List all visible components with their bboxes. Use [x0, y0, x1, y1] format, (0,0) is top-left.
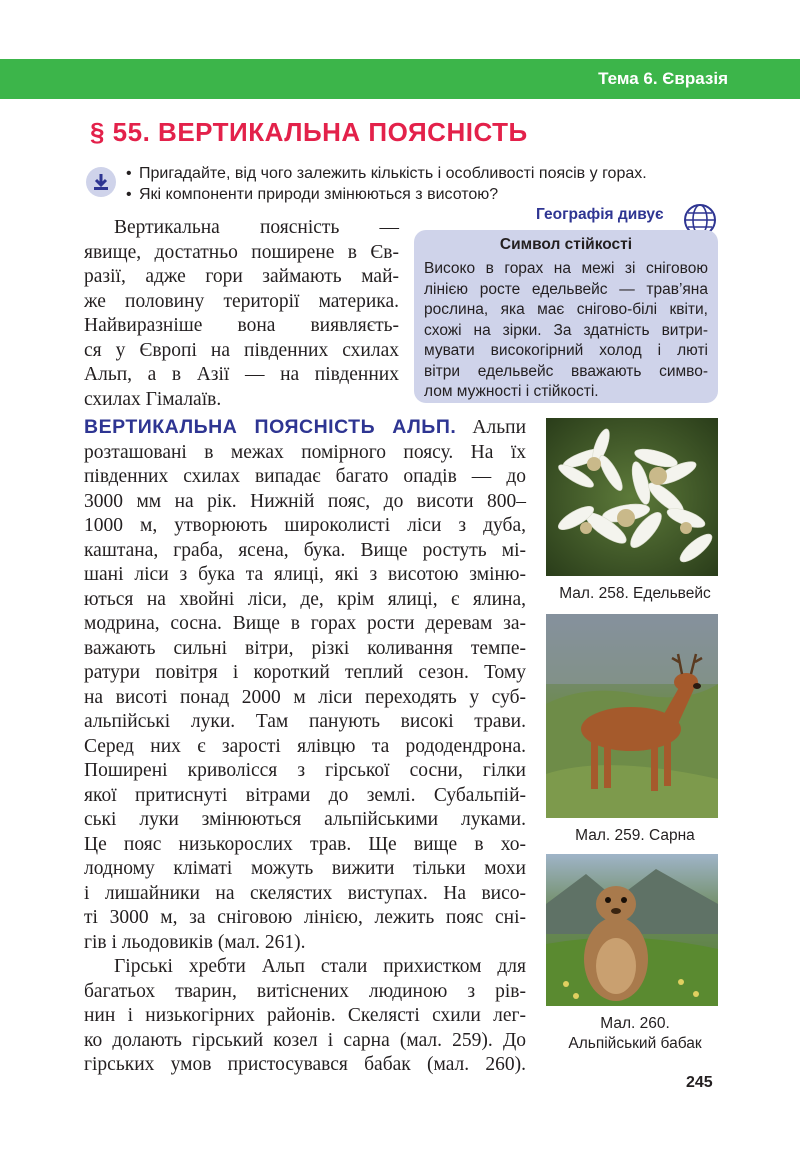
- text-line: ратури повітря і короткий теплий сезон. Тому: [84, 662, 526, 683]
- download-icon[interactable]: [86, 167, 116, 197]
- text-line: нин і низькогірних районів. Скелясті схили лег-: [84, 1005, 526, 1026]
- marmot-photo: [546, 854, 718, 1006]
- text-line: на висоті понад 2000 м ліси переходять у суб-: [84, 686, 526, 708]
- text-line: шані ліси з бука та ялиці, які з висотою зміню-: [84, 564, 526, 585]
- text-line: ті 3000 м, за сніговою лінією, лежить пояс сні-: [84, 907, 526, 928]
- roe-deer-photo: [546, 614, 718, 818]
- chapter-topic: Тема 6. Євразія: [598, 69, 728, 88]
- text-line: гів і льодовиків (мал. 261).: [84, 931, 306, 953]
- text-line: гірських умов пристосувався бабак (мал. 260).: [84, 1054, 526, 1075]
- section-heading: ВЕРТИКАЛЬНА ПОЯСНІСТЬ АЛЬП.: [84, 416, 457, 438]
- text-line: Гірські хребти Альп стали прихистком для: [114, 956, 526, 977]
- text-line: важають сильні вітри, різкі коливання темпе-: [84, 637, 526, 659]
- text-line: Це пояс низькорослих трав. Ще вище в хо-: [84, 833, 526, 855]
- page-title: § 55. ВЕРТИКАЛЬНА ПОЯСНІСТЬ: [90, 117, 528, 147]
- figure-caption: Мал. 258. Едельвейс: [559, 585, 711, 602]
- text-line: Поширені криволісся з гірської сосни, гілки: [84, 760, 526, 781]
- text-line: 1000 м, утворюють широколисті ліси з дуба,: [84, 515, 526, 536]
- page-number: 245: [686, 1074, 713, 1091]
- list-item: • Які компоненти природи змінюються з висотою?: [126, 186, 499, 203]
- figure-caption: Мал. 259. Сарна: [575, 827, 695, 844]
- fact-box: [414, 230, 718, 403]
- fact-box-title: Символ стійкості: [499, 236, 633, 253]
- text-line: 3000 мм на рік. Нижній пояс, до висоти 800–: [84, 490, 526, 512]
- text-line: Серед них є зарості ялівцю та рододендрона.: [84, 735, 526, 757]
- list-item: • Пригадайте, від чого залежить кількість і особливості поясів у горах.: [126, 165, 647, 182]
- figure-caption: Мал. 260. Альпійський бабак: [568, 1015, 702, 1052]
- main-text: ВЕРТИКАЛЬНА ПОЯСНІСТЬ АЛЬП. Альпи розташовані в межах помірного поясу. На їх південних схилах випадає багато опадів — до 3000 мм на рік. Нижній пояс, до висоти 800– 1000 м, утворюють широколисті ліси з дуба, каштана, граба, ясена, бука. Вище ростуть мі- шані ліси з бука та ялиці, які з висотою зміню- ються на хвойні ліси, де, крім ялиці, є ялина, модрина, сосна. Вище в горах рости деревам за- важають сильні вітри, різкі коливання темпе- ратури повітря і короткий теплий сезон. Тому на висоті понад 2000 м ліси переходять у суб- альпійські луки. Там панують високі трави. Серед них є зарості ялівцю та рододендрона. Поширені криволісся з гірської сосни, гілки якої притиснуті вітрами до землі. Субальпій- ські луки змінюються альпійськими луками. Це пояс низькорослих трав. Ще вище в хо- лодному кліматі можуть вижити тільки мохи і лишайники на скелястих виступах. На висо- ті 3000 м, за сніговою лінією, лежить пояс сні- гів і льодовиків (мал. 261). Гірські хребти Альп стали прихистком для багатьох тварин, витіснених людиною з рів- нин і низькогірних районів. Скелясті схили лег- ко долають гірський козел і сарна (мал. 259). До гірських умов пристосувався бабак (мал. 260).: [84, 415, 526, 1078]
- recall-questions: [126, 163, 706, 205]
- edelweiss-photo: [546, 418, 718, 576]
- text-line: каштана, граба, ясена, бука. Вище ростуть мі-: [84, 539, 526, 561]
- chapter-bar: [0, 59, 800, 99]
- text-line: південних схилах випадає багато опадів — до: [84, 466, 526, 487]
- text-line: розташовані в межах помірного поясу. На їх: [84, 441, 526, 463]
- sidebar-heading: Географія дивує: [536, 206, 664, 223]
- text-line: багатьох тварин, витіснених людиною з рів-: [84, 980, 526, 1002]
- text-line: ються на хвойні ліси, де, крім ялиці, є ялина,: [84, 588, 526, 610]
- text-line: ко долають гірський козел і сарна (мал. 259). До: [84, 1029, 526, 1051]
- text-line: лодному кліматі можуть вижити тільки мохи: [84, 858, 526, 879]
- text-line: якої притиснуті вітрами до землі. Субальпій-: [84, 784, 526, 806]
- text-line: модрина, сосна. Вище в горах рости деревам за-: [84, 613, 526, 634]
- text-line: альпійські луки. Там панують високі трави.: [84, 711, 526, 732]
- fact-box-text: Високо в горах на межі зі сніговою лінією росте едельвейс — трав’яна рослина, яка має снігово-білі квіти, схожі на зірки. За здатність витри- мувати високогірний холод і люті вітри едельвейс вважають симво- лом мужності і стійкості.: [424, 260, 708, 400]
- intro-paragraph: Вертикальна поясність — явище, достатньо поширене в Єв- разії, адже гори займають май- же половину території материка. Найвиразніше вона виявляєть- ся у Європі на південних схилах Альп, а в Азії — на південних схилах Гімалаїв.: [84, 217, 399, 410]
- text-line: ські луки змінюються альпійськими луками.: [84, 809, 526, 830]
- text-line: і лишайники на скелястих виступах. На висо-: [84, 882, 526, 904]
